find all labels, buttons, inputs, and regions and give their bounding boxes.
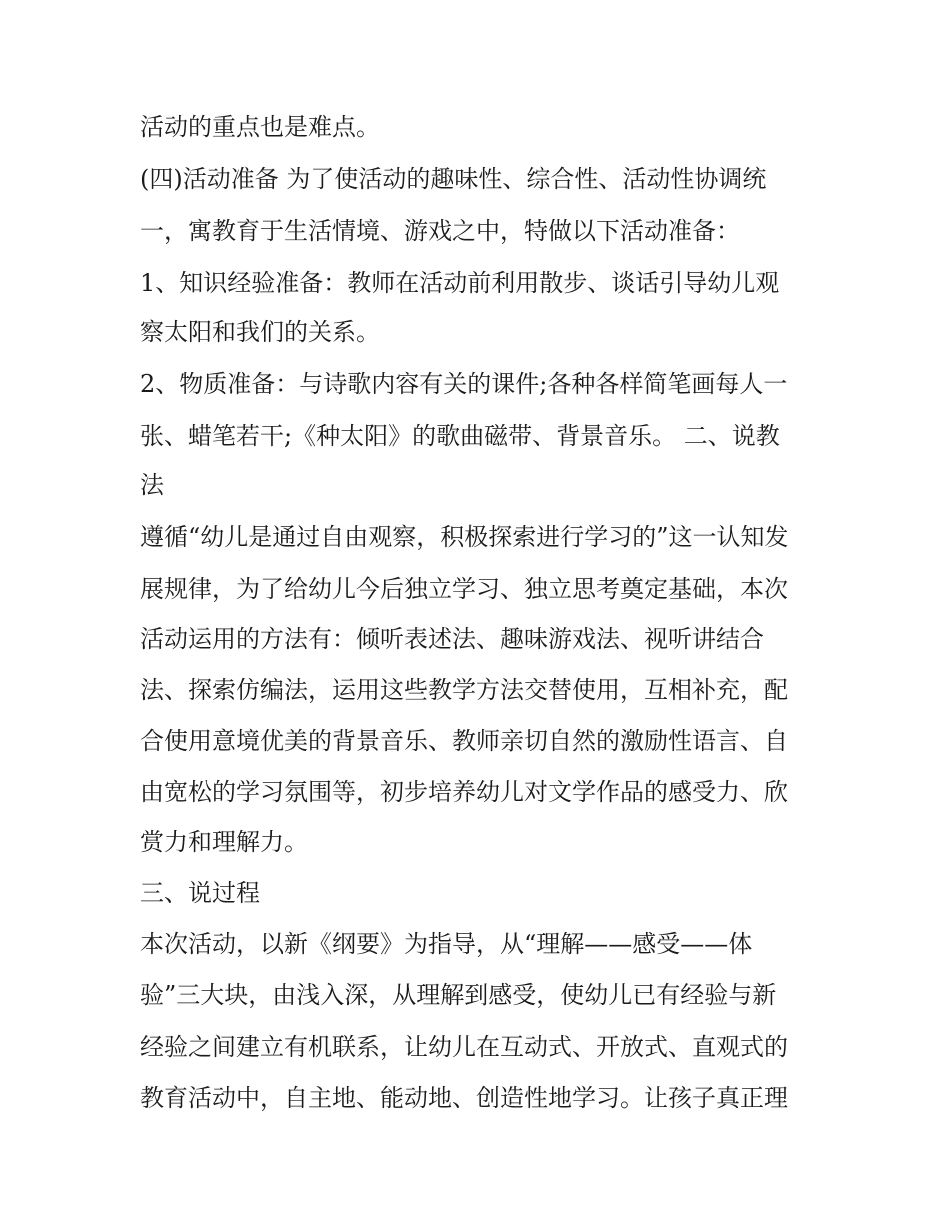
text-line: 遵循“幼儿是通过自由观察，积极探索进行学习的”这一认知发 [140, 523, 789, 551]
text-line: 活动运用的方法有：倾听表述法、趣味游戏法、视听讲结合 [140, 625, 764, 653]
text-line: 法 [140, 471, 164, 499]
section-heading: 三、说过程 [140, 879, 260, 907]
text-line: 张、蜡笔若干;《种太阳》的歌曲磁带、背景音乐。 二、说教 [140, 422, 780, 450]
text-line: 一，寓教育于生活情境、游戏之中，特做以下活动准备： [140, 217, 740, 245]
text-line: 活动的重点也是难点。 [140, 113, 380, 141]
text-line: 经验之间建立有机联系，让幼儿在互动式、开放式、直观式的 [140, 1033, 788, 1061]
text-line: 2、物质准备：与诗歌内容有关的课件;各种各样简笔画每人一 [140, 370, 788, 398]
text-line: 1、知识经验准备：教师在活动前利用散步、谈话引导幼儿观 [140, 269, 780, 297]
text-line: 本次活动，以新《纲要》为指导，从“理解——感受——体 [140, 930, 753, 958]
text-line: 法、探索仿编法，运用这些教学方法交替使用，互相补充，配 [140, 676, 788, 704]
text-line: 展规律，为了给幼儿今后独立学习、独立思考奠定基础，本次 [140, 575, 788, 603]
text-line: 合使用意境优美的背景音乐、教师亲切自然的激励性语言、自 [140, 727, 788, 755]
text-line: 教育活动中，自主地、能动地、创造性地学习。让孩子真正理 [140, 1084, 788, 1112]
text-line: 赏力和理解力。 [140, 828, 308, 856]
text-line: (四)活动准备 为了使活动的趣味性、综合性、活动性协调统 [140, 165, 767, 193]
text-line: 验”三大块，由浅入深，从理解到感受，使幼儿已有经验与新 [140, 981, 777, 1009]
text-line: 由宽松的学习氛围等，初步培养幼儿对文学作品的感受力、欣 [140, 778, 788, 806]
text-line: 察太阳和我们的关系。 [140, 318, 380, 346]
